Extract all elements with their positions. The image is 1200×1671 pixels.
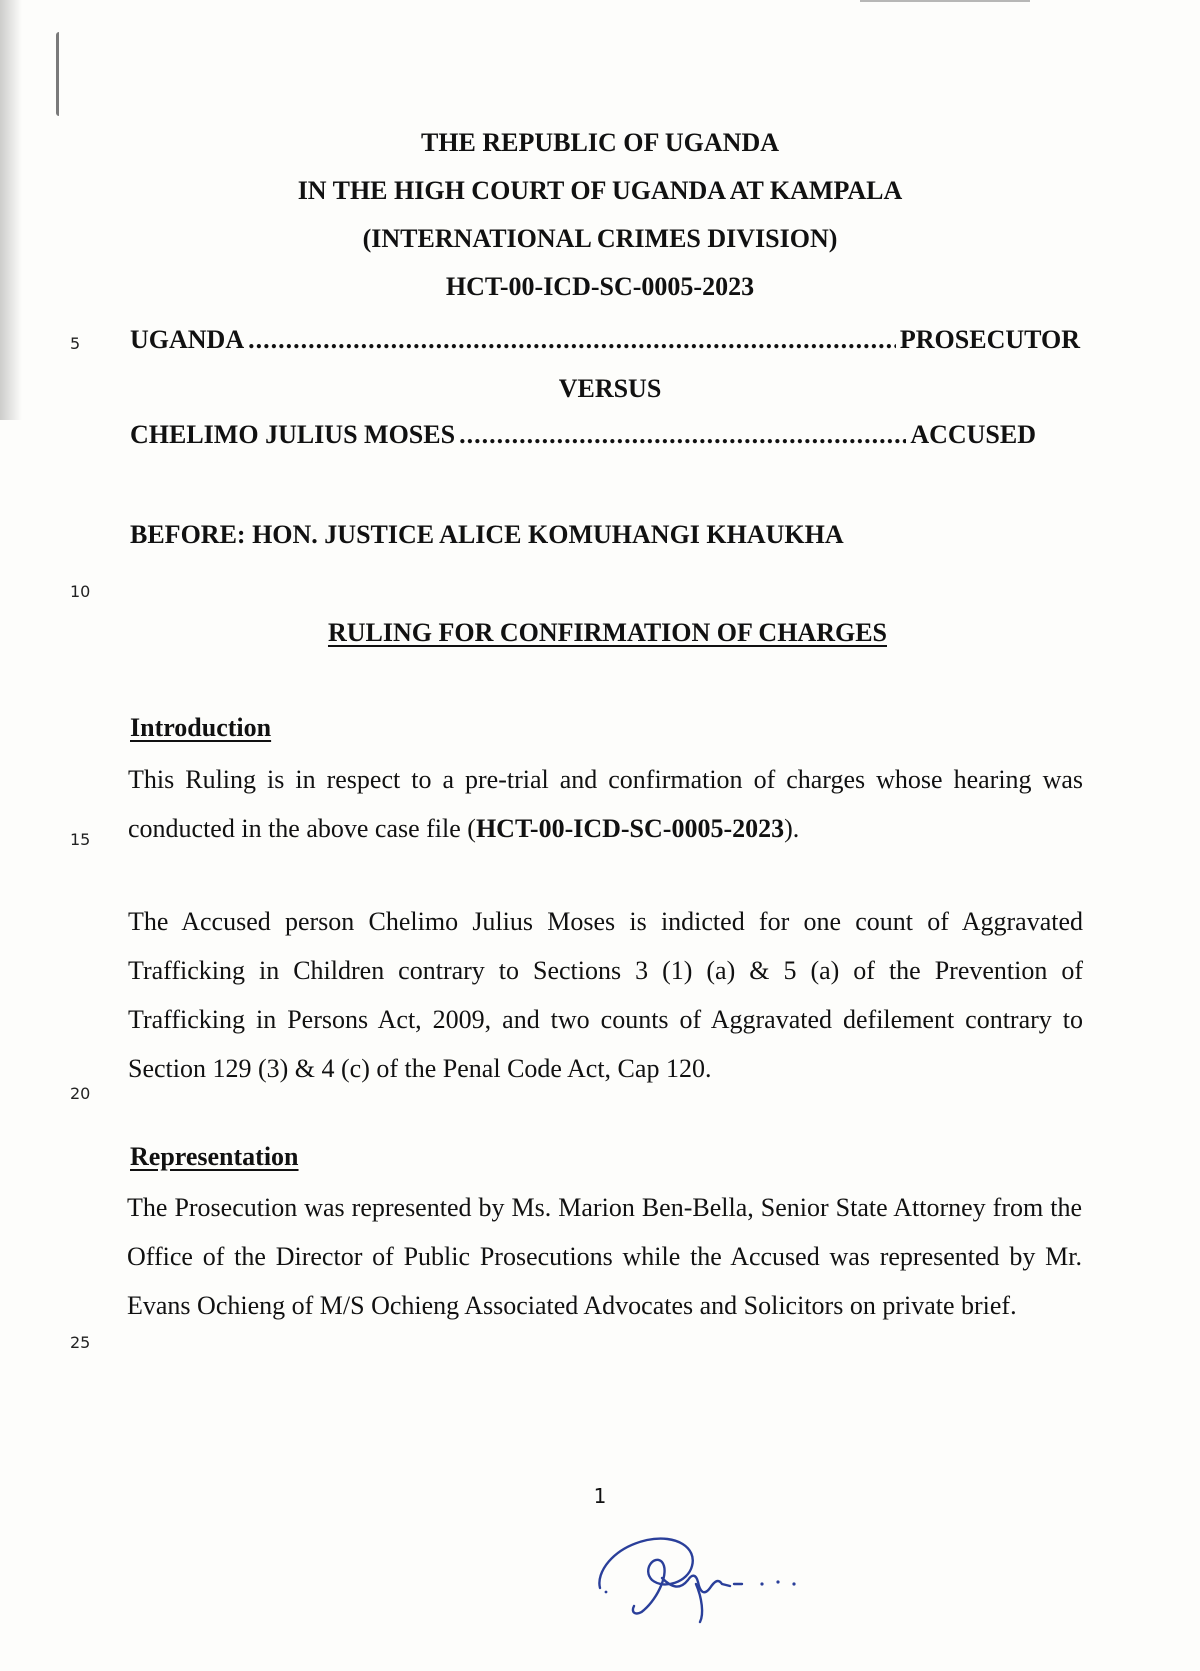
ruling-title: RULING FOR CONFIRMATION OF CHARGES <box>327 618 887 647</box>
line-number-20: 20 <box>70 1084 91 1103</box>
intro-p1-end: ). <box>784 814 800 843</box>
intro-p1-case-number: HCT-00-ICD-SC-0005-2023 <box>475 814 785 843</box>
header-court: IN THE HIGH COURT OF UGANDA AT KAMPALA <box>297 176 903 205</box>
before-judge: BEFORE: HON. JUSTICE ALICE KOMUHANGI KHAUKHA <box>130 520 844 549</box>
header-division: (INTERNATIONAL CRIMES DIVISION) <box>362 224 838 253</box>
leader-dots <box>248 325 896 355</box>
accused-role: ACCUSED <box>910 420 1036 449</box>
accused-name: CHELIMO JULIUS MOSES <box>130 420 456 449</box>
scan-shadow <box>0 0 22 420</box>
page-number: 1 <box>593 1484 607 1508</box>
introduction-paragraph-1 <box>128 755 1083 853</box>
intro-p1-text: This Ruling is in respect to a pre-trial and confirmation of charges whose hearing was conducted in the above case file ( <box>128 765 1083 843</box>
accused-row <box>130 420 1036 450</box>
header-republic: THE REPUBLIC OF UGANDA <box>420 128 779 157</box>
line-number-10: 10 <box>70 582 91 601</box>
line-number-15: 15 <box>70 830 91 849</box>
leader-dots <box>459 420 906 450</box>
case-number: HCT-00-ICD-SC-0005-2023 <box>445 272 755 301</box>
prosecutor-name: UGANDA <box>130 325 245 354</box>
versus: VERSUS <box>558 374 662 403</box>
introduction-heading: Introduction <box>130 713 272 742</box>
signature-icon <box>592 1518 822 1628</box>
line-number-5: 5 <box>70 334 81 353</box>
scan-top-line <box>860 0 1030 2</box>
prosecutor-row <box>130 325 1080 355</box>
representation-paragraph: The Prosecution was represented by Ms. Marion Ben-Bella, Senior State Attorney from the Office of the Director of Public Prosecutions while the Accused was represented by Mr. Evans Ochieng of M/S Ochieng Associated Advocates and Solicitors on private brief. <box>127 1193 1082 1320</box>
line-number-25: 25 <box>70 1333 91 1352</box>
scan-staple-mark <box>56 32 64 116</box>
representation-heading: Representation <box>130 1142 299 1171</box>
prosecutor-role: PROSECUTOR <box>899 325 1080 354</box>
introduction-paragraph-2: The Accused person Chelimo Julius Moses is indicted for one count of Aggravated Trafficking in Children contrary to Sections 3 (1) (a) & 5 (a) of the Prevention of Trafficking in Persons Act, 2009, and two counts of Aggravated defilement contrary to Section 129 (3) & 4 (c) of the Penal Code Act, Cap 120. <box>128 907 1083 1083</box>
